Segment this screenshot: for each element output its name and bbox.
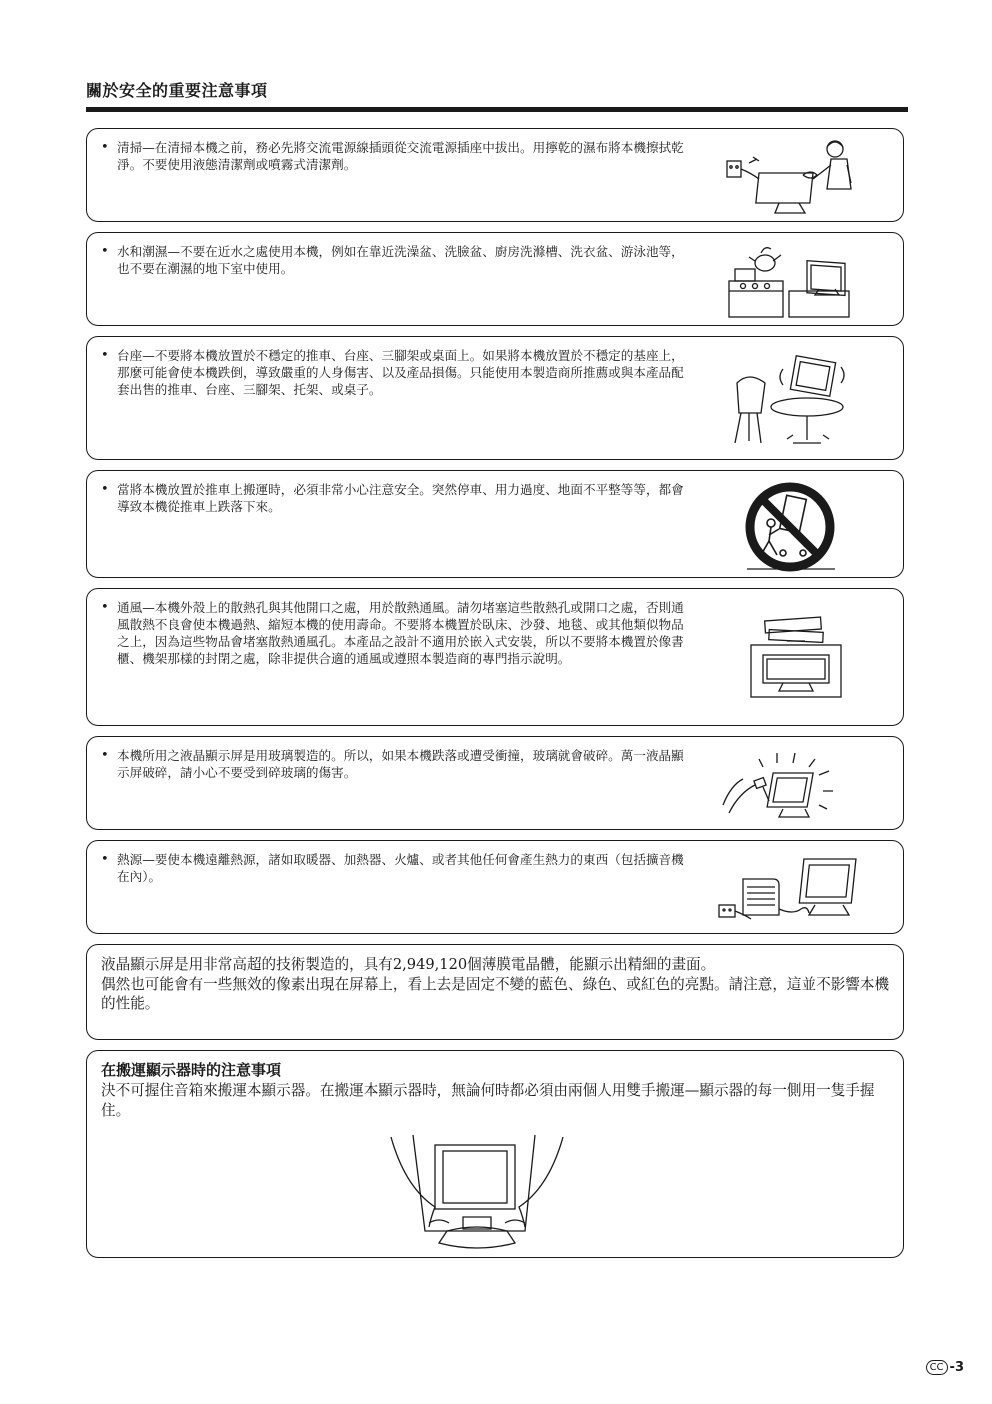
item-text: 熱源—要使本機遠離熱源，諸如取暖器、加熱器、火爐、或者其他任何會產生熱力的東西（包括擴音機在內）。 <box>117 852 684 884</box>
bullet-icon: • <box>101 600 109 615</box>
unstable-table-illustration-icon <box>723 349 853 449</box>
carrying-note-box <box>86 1050 904 1258</box>
bullet-item <box>101 851 687 885</box>
page-number-text: -3 <box>949 1360 964 1375</box>
safety-item-water <box>86 232 904 326</box>
item-text: 水和潮濕—不要在近水之處使用本機，例如在靠近洗澡盆、洗臉盆、廚房洗滌槽、洗衣盆、游泳池等，也不要在潮濕的地下室中使用。 <box>117 244 684 276</box>
bullet-icon: • <box>101 748 109 763</box>
carrying-title: 在搬運顯示器時的注意事項 <box>101 1061 282 1079</box>
ventilation-illustration-icon <box>747 605 847 705</box>
safety-item-heat <box>86 840 904 934</box>
bullet-item <box>101 347 687 398</box>
carrying-body: 決不可握住音箱來搬運本顯示器。在搬運本顯示器時，無論何時都必須由兩個人用雙手搬運—顯示器的每一側用一隻手握住。 <box>101 1082 875 1119</box>
bullet-item <box>101 599 687 667</box>
lcd-note-line2: 偶然也可能會有一些無效的像素出現在屏幕上，看上去是固定不變的藍色、綠色、或紅色的亮點。請注意，這並不影響本機的性能。 <box>101 975 890 1012</box>
bullet-icon: • <box>101 140 109 155</box>
language-badge-icon: CC <box>926 1360 948 1375</box>
bullet-icon: • <box>101 482 109 497</box>
page-number <box>926 1360 964 1375</box>
carrying-display-illustration-icon <box>387 1131 567 1253</box>
broken-glass-illustration-icon <box>719 751 849 823</box>
safety-item-glass <box>86 736 904 830</box>
item-text: 本機所用之液晶顯示屏是用玻璃製造的。所以，如果本機跌落或遭受衝撞，玻璃就會破碎。萬一液晶顯示屏破碎，請小心不要受到碎玻璃的傷害。 <box>117 748 684 780</box>
item-text: 通風—本機外殼上的散熱孔與其他開口之處，用於散熱通風。請勿堵塞這些散熱孔或開口之處，否則通風散熱不良會使本機過熱、縮短本機的使用壽命。不要將本機置於臥床、沙發、地毯、或其他類似物品之上，因為這些物品會堵塞散熱通風孔。本產品之設計不適用於嵌入式安裝，所以不要將本機置於像書櫃、機架那樣的封閉之處，除非提供合適的通風或遵照本製造商的專門指示說明。 <box>117 600 684 666</box>
safety-item-stand <box>86 336 904 460</box>
bullet-item <box>101 481 687 515</box>
heat-source-illustration-icon <box>715 849 865 929</box>
bullet-item <box>101 747 687 781</box>
title-rule <box>86 107 908 112</box>
safety-item-cart <box>86 470 904 578</box>
item-text: 清掃—在清掃本機之前，務必先將交流電源線插頭從交流電源插座中拔出。用擰乾的濕布將本機擦拭乾淨。不要使用液態清潔劑或噴霧式清潔劑。 <box>117 140 684 172</box>
bullet-icon: • <box>101 244 109 259</box>
bullet-item <box>101 139 687 173</box>
bullet-icon: • <box>101 852 109 867</box>
item-text: 台座—不要將本機放置於不穩定的推車、台座、三腳架或桌面上。如果將本機放置於不穩定的基座上，那麼可能會使本機跌倒，導致嚴重的人身傷害、以及產品損傷。只能使用本製造商所推薦或與本產品配套出售的推車、台座、三腳架、托架、或桌子。 <box>117 348 684 397</box>
safety-item-cleaning <box>86 128 904 222</box>
water-hazard-illustration-icon <box>725 241 855 319</box>
item-text: 當將本機放置於推車上搬運時，必須非常小心注意安全。突然停車、用力過度、地面不平整等等，都會導致本機從推車上跌落下來。 <box>117 482 684 514</box>
cleaning-illustration-icon <box>719 135 849 217</box>
page-title: 關於安全的重要注意事項 <box>86 81 268 100</box>
lcd-note-text <box>101 955 891 1014</box>
lcd-note-box <box>86 944 904 1040</box>
bullet-item <box>101 243 687 277</box>
bullet-icon: • <box>101 348 109 363</box>
lcd-note-line1: 液晶顯示屏是用非常高超的技術製造的，具有2,949,120個薄膜電晶體，能顯示出精細的畫面。 <box>101 956 716 973</box>
cart-warning-icon <box>743 483 837 571</box>
safety-item-ventilation <box>86 588 904 726</box>
